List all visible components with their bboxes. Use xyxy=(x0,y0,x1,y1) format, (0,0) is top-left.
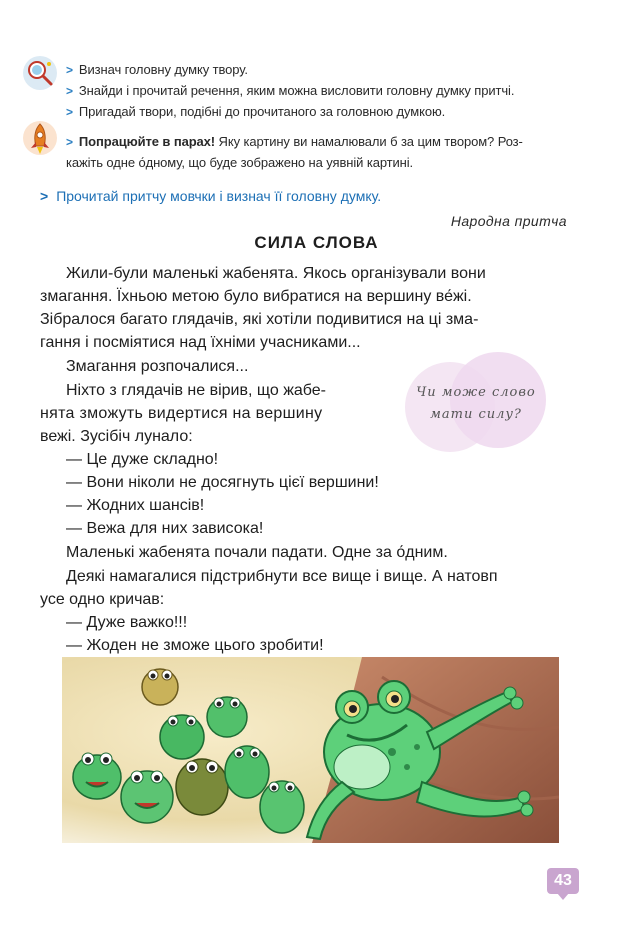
magnifier-icon xyxy=(22,55,58,91)
chevron-right-icon: > xyxy=(66,135,73,149)
read-instruction: > Прочитай притчу мовчки і визнач її головну думку. xyxy=(40,188,382,204)
rocket-icon xyxy=(22,118,58,158)
paragraph-line: усе одно кричав: xyxy=(40,591,165,608)
task-pair-work-cont: кажіть одне о́дному, що буде зображено на уявній картині. xyxy=(66,155,414,170)
chevron-right-icon: > xyxy=(66,105,73,119)
dialogue-line: — Жодних шансів! xyxy=(66,497,205,514)
paragraph-line: гання і посміятися над їхніми учасниками... xyxy=(40,334,361,351)
dialogue-line: — Вежа для них зависока! xyxy=(66,520,264,537)
story-title: СИЛА СЛОВА xyxy=(254,233,379,252)
task-line-2: > Знайди і прочитай речення, яким можна висловити головну думку притчі. xyxy=(66,83,515,98)
paragraph-line: Маленькі жабенята почали падати. Одне за о́дним. xyxy=(66,544,448,561)
paragraph-line: нята зможуть видертися на вершину xyxy=(40,405,323,422)
paragraph-line: Ніхто з глядачів не вірив, що жабе- xyxy=(66,382,327,399)
chevron-right-icon: > xyxy=(66,63,73,77)
bubble-question: Чи може слово мати силу? xyxy=(416,385,536,422)
task-pair-work: > Попрацюйте в парах! Яку картину ви намалювали б за цим твором? Роз- xyxy=(66,134,523,149)
dialogue-line: — Дуже важко!!! xyxy=(66,614,188,631)
frogs-illustration xyxy=(62,657,559,843)
chevron-right-icon: > xyxy=(66,84,73,98)
paragraph-line: вежі. Зусібіч лунало: xyxy=(40,428,193,445)
page-number: 43 xyxy=(547,868,579,894)
chevron-right-icon: > xyxy=(40,188,49,204)
paragraph-line: Змагання розпочалися... xyxy=(66,358,249,375)
dialogue-line: — Жоден не зможе цього зробити! xyxy=(66,637,324,654)
dialogue-line: — Це дуже складно! xyxy=(66,451,219,468)
paragraph-line: Зібралося багато глядачів, які хотіли подивитися на ці зма- xyxy=(40,311,479,328)
page-number-tail xyxy=(557,893,569,900)
paragraph-line: Деякі намагалися підстрибнути все вище і вище. А натовп xyxy=(66,568,498,585)
dialogue-line: — Вони ніколи не досягнуть цієї вершини! xyxy=(66,474,379,491)
task-line-3: > Пригадай твори, подібні до прочитаного за головною думкою. xyxy=(66,104,446,119)
paragraph-line: змагання. Їхньою метою було вибратися на вершину ве́жі. xyxy=(40,288,472,305)
text-source: Народна притча xyxy=(450,213,567,229)
paragraph-line: Жили-були маленькі жабенята. Якось організували вони xyxy=(66,265,486,282)
task-line-1: > Визнач головну думку твору. xyxy=(66,62,248,77)
